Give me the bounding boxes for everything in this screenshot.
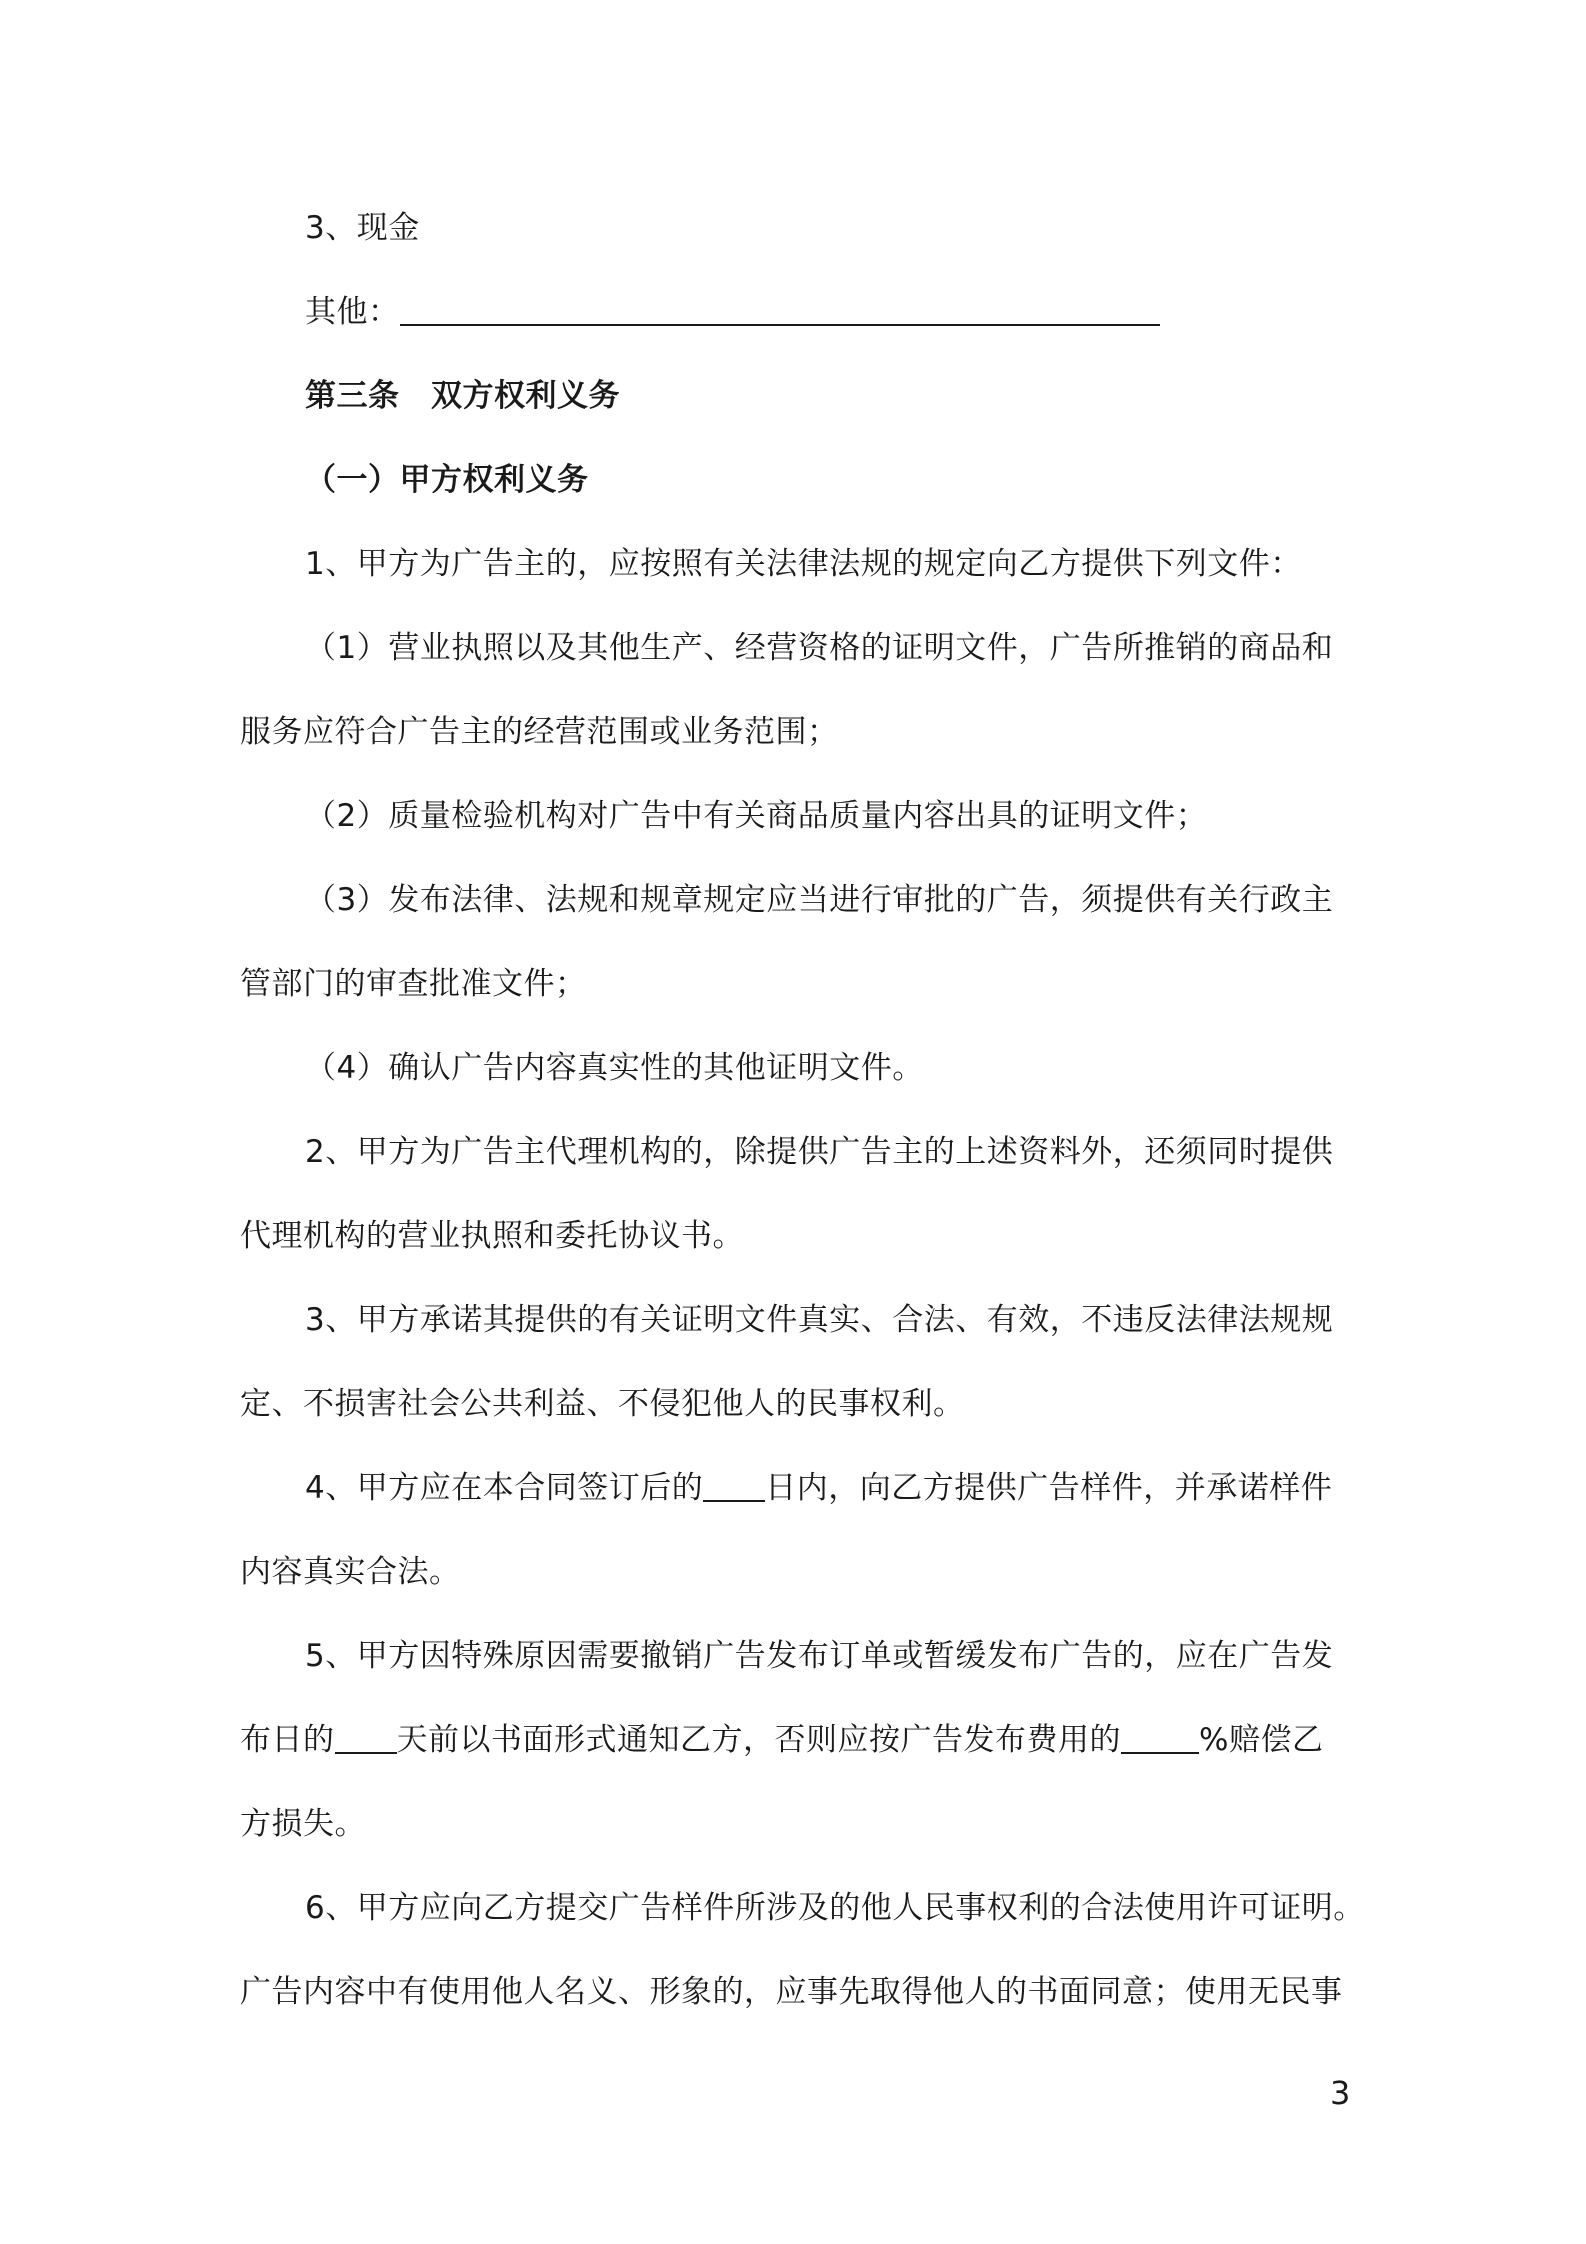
section-party-a-heading: （一）甲方权利义务 (305, 462, 589, 498)
paragraph-payment-cash: 3、现金 (305, 210, 420, 246)
paragraph-subitem-3: （3）发布法律、法规和规章规定应当进行审批的广告，须提供有关行政主 (305, 882, 1334, 918)
paragraph-payment-other (305, 292, 1425, 332)
paragraph-subitem-4: （4）确认广告内容真实性的其他证明文件。 (305, 1050, 924, 1086)
other-label: 其他： (305, 294, 400, 330)
paragraph-item-2: 2、甲方为广告主代理机构的，除提供广告主的上述资料外，还须同时提供 (305, 1134, 1334, 1170)
article-3-heading: 第三条 双方权利义务 (305, 378, 620, 414)
notice-days-blank-field[interactable] (335, 1722, 397, 1754)
paragraph-item-1: 1、甲方为广告主的，应按照有关法律法规的规定向乙方提供下列文件： (305, 546, 1302, 582)
paragraph-item-5: 5、甲方因特殊原因需要撤销广告发布订单或暂缓发布广告的，应在广告发 (305, 1638, 1334, 1674)
compensation-percent-blank-field[interactable] (1121, 1722, 1199, 1754)
paragraph-item-5-cont (240, 1720, 1360, 1760)
paragraph-item-6: 6、甲方应向乙方提交广告样件所涉及的他人民事权利的合法使用许可证明。 (305, 1890, 1365, 1926)
paragraph-item-4 (305, 1468, 1425, 1508)
days-blank-field[interactable] (703, 1470, 765, 1502)
item-5-text-start: 布日的 (240, 1722, 335, 1758)
paragraph-item-2-cont: 代理机构的营业执照和委托协议书。 (240, 1218, 744, 1254)
paragraph-subitem-3-cont: 管部门的审查批准文件； (240, 966, 587, 1002)
other-blank-field[interactable] (400, 294, 1160, 326)
paragraph-item-3: 3、甲方承诺其提供的有关证明文件真实、合法、有效，不违反法律法规规 (305, 1302, 1334, 1338)
paragraph-item-4-cont: 内容真实合法。 (240, 1554, 461, 1590)
item-4-text-start: 4、甲方应在本合同签订后的 (305, 1470, 704, 1506)
item-4-text-end: 日内，向乙方提供广告样件，并承诺样件 (765, 1470, 1333, 1506)
paragraph-item-6-cont: 广告内容中有使用他人名义、形象的，应事先取得他人的书面同意；使用无民事 (240, 1974, 1343, 2010)
page-number: 3 (1330, 2074, 1351, 2112)
paragraph-subitem-1-cont: 服务应符合广告主的经营范围或业务范围； (240, 714, 839, 750)
paragraph-item-3-cont: 定、不损害社会公共利益、不侵犯他人的民事权利。 (240, 1386, 965, 1422)
paragraph-subitem-1: （1）营业执照以及其他生产、经营资格的证明文件，广告所推销的商品和 (305, 630, 1334, 666)
paragraph-item-5-cont-2: 方损失。 (240, 1806, 366, 1842)
item-5-text-end: %赔偿乙 (1199, 1722, 1324, 1758)
item-5-text-middle: 天前以书面形式通知乙方，否则应按广告发布费用的 (396, 1722, 1121, 1758)
paragraph-subitem-2: （2）质量检验机构对广告中有关商品质量内容出具的证明文件； (305, 798, 1208, 834)
